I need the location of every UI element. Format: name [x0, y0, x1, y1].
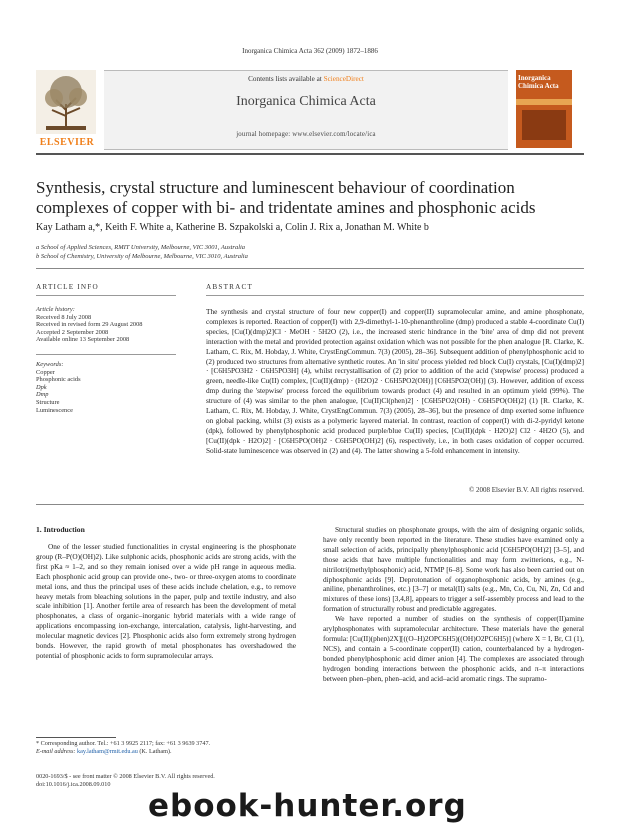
keyword-item: Dpk — [36, 383, 47, 391]
affiliation-a: a School of Applied Sciences, RMIT University, Melbourne, VIC 3001, Australia — [36, 244, 246, 251]
footnote-rule — [36, 737, 116, 738]
copyright-notice: © 2008 Elsevier B.V. All rights reserved. — [468, 486, 584, 494]
publisher-name: ELSEVIER — [39, 137, 95, 148]
article-title: Synthesis, crystal structure and luminescent behaviour of coordination complexes of copper with bi- and tridentate amines and phosphonic acids — [36, 178, 536, 217]
running-head: Inorganica Chimica Acta 362 (2009) 1872–1886 — [242, 47, 378, 55]
doi-line[interactable]: doi:10.1016/j.ica.2008.09.010 — [36, 781, 111, 788]
keywords-rule — [36, 354, 176, 355]
cover-stripe — [516, 99, 572, 105]
header-rule — [36, 153, 584, 155]
email-link[interactable]: kay.latham@rmit.edu.au — [77, 748, 138, 755]
keyword-item: Luminescence — [36, 406, 73, 414]
keywords-block — [36, 361, 186, 414]
history-revised: Received in revised form 29 August 2008 — [36, 321, 143, 329]
keyword-item: Structure — [36, 398, 60, 406]
keyword-item: Phosphonic acids — [36, 376, 81, 384]
cover-title: Inorganica Chimica Acta — [518, 74, 559, 90]
keyword-item: Dmp — [36, 391, 49, 399]
history-received: Received 8 July 2008 — [36, 313, 92, 321]
intro-paragraph-3: We have reported a number of studies on the synthesis of copper(II)amine arylphosphonates with supramolecular architecture. These materials have the general formula: [Cu(II)(phen)2X][((O–H)2OPC6H5)((OH)O2PC6H5)] (where X = I, Br, Cl (1), NCS), and contain a 5-coordinate copper(II) cation, counterbalanced by a hydrogen-bonded phenylphosphonic acid dimer anion [4]. The complexes are associated through hydrogen bonding interactions between the phosphonic acids, and π–π interactions between phen–phen, phen–acid, and acid–acid aromatic rings. The supramo- — [323, 614, 584, 683]
introduction-heading: 1. Introduction — [36, 525, 85, 534]
cover-image — [522, 110, 566, 140]
email-label: E-mail address: — [36, 748, 78, 755]
abstract-rule — [206, 295, 584, 296]
history-accepted: Accepted 2 September 2008 — [36, 328, 109, 336]
contents-line — [104, 75, 508, 83]
section-rule — [36, 268, 584, 269]
watermark-text: ebook-hunter.org — [148, 788, 467, 824]
issn-doi-block — [36, 773, 296, 789]
keywords-label: Keywords: — [36, 361, 64, 368]
abstract-bottom-rule — [36, 504, 584, 505]
contents-prefix: Contents lists available at — [248, 75, 324, 83]
email-note — [36, 748, 296, 756]
article-info-heading: ARTICLE INFO — [36, 283, 99, 291]
author-list: Kay Latham a,*, Keith F. White a, Katherine B. Szpakolski a, Colin J. Rix a, Jonathan M. White b — [36, 222, 429, 233]
corresponding-author-note: * Corresponding author. Tel.: +61 3 9925 2117; fax: +61 3 9639 3747. — [36, 740, 211, 747]
affiliation-b: b School of Chemistry, University of Melbourne, Melbourne, VIC 3010, Australia — [36, 253, 248, 260]
body-column-right — [323, 525, 584, 684]
article-info-rule — [36, 295, 176, 296]
email-suffix: (K. Latham). — [137, 748, 172, 755]
keyword-item: Copper — [36, 368, 55, 376]
article-history — [36, 306, 186, 344]
intro-paragraph-1: One of the lesser studied functionalities in crystal engineering is the phosphonate group (R–P(O)(OH)2). Like sulphonic acids, phosphonic acids are strong acids, with the first pKa ≈ 1–2, and so they remain ionised over a wide pH range in aqueous media. Each phosphonic acid group can provide one-, two- or three-oxygen atoms to coordinate metal ions, and thus the principal uses of these acids include chelation, e.g., to remove heavy metals from bleaching solutions in the paper, pulp and textile industry, and also scale inhibition [1]. Another fertile area of research has been the development of metal phosphonates, a class of organic–inorganic hybrid materials with a wide range of applications encompassing ion-exchange, intercalation, catalysis, light-harvesting, and molecular magnetic devices [2]. Phosphonic acids also form extremely strong hydrogen bonds. However, the rapid growth of metal phosphonates has overshadowed the potential of phosphonic acids to form supramolecular arrays. — [36, 542, 296, 660]
footnotes — [36, 740, 296, 756]
journal-title: Inorganica Chimica Acta — [236, 94, 376, 109]
abstract-text: The synthesis and crystal structure of four new copper(I) and copper(II) supramolecular amine, and amine phosphonate, complexes is reported. Reaction of copper(I) with 2,9-dimethyl-1-10-phenanthroline (dmp) produced a stable 4-coordinate Cu(I) species, [Cu(I)(dmp)2]Cl · MeOH · 5H2O (2), i.e., the increased steric hindrance in the 'bite' area of dmp did not prevent interaction with the metal and provided protection against oxidation which was not possible for the phen analogue [R. Clarke, K. Latham, C. Rix, M. Hobday, J. White, CrystEngCommun. 7(3) (2005), 28–36]. Subsequent addition of phenylphosphonic acid to (2) produced two structures from alternative synthetic routes. An 'in situ' process yielded red block Cu(I) crystals, [Cu(I)(dmp)2] · [C6H5PO3H2 · C6H5PO3H] (4), whilst recrystallisation of (2) prior to addition of the acid ('stepwise' process) produced a green, needle-like Cu(II) complex, [Cu(II)(dmp) · (H2O)2 · C6H5PO2(OH)] [C6H5PO2(OH)] (3). However, addition of excess dmp during the 'stepwise' process forced the equilibrium towards product (4) and resulted in an optimum yield (99%). The structure of (4) was similar to the phen analogue, [Cu(II)Cl(phen)2] · [C6H5PO2(OH) · C6H5PO(OH)2] (1) [R. Clarke, K. Latham, C. Rix, M. Hobday, J. White, CrystEngCommun. 7(3) (2005), 28–36], but the presence of dmp exerted some influence on global packing, whilst (3) exists as a polymeric layered material. In contrast, reaction of copper(I) with di-2-pyridyl ketone (dpk), followed by phenylphosphonic acid produced purple/blue Cu(II) species, [Cu(II)(dpk · H2O)2] Cl2 · 4H2O (5), and [Cu(II)(dpk · H2O)2] · [C6H5PO(OH)2 · C6H5PO(OH)2] (6), respectively, i.e., in both cases oxidation of copper occurred. Solid-state luminescence was observed in (2) and (4). The latter showing a 5-fold enhancement in intensity. — [206, 307, 584, 455]
journal-homepage[interactable]: journal homepage: www.elsevier.com/locate/ica — [236, 131, 376, 138]
abstract-heading: ABSTRACT — [206, 283, 254, 291]
intro-paragraph-2: Structural studies on phosphonate groups, with the aim of designing organic solids, have only recently been reported in the literature. These studies have examined only a small selection of acids, principally phenylphosphonic acid [C6H5PO(OH)2] [3–5], and those acids that have multiple functionalities and may form zwitterions, e.g., N-nitrilotri(methylphosphonic) acid, NTMP [6–8]. Some work has also been carried out on diphosphonic acids [9]. Deprotonation of organophosphonic acids, by amines (e.g., aniline, phenanthrolines, etc.) [3–7] or metal(II) salts (e.g., Mn, Co, Cu, Ni, Zn, Cd and mixtures of these ions) [3,4,8], appears to trigger a self-assembly process and lead to the formation of structurally robust and predictable aggregates. — [323, 525, 584, 614]
history-online: Available online 13 September 2008 — [36, 336, 130, 344]
history-label: Article history: — [36, 306, 75, 313]
sciencedirect-link[interactable]: ScienceDirect — [323, 75, 364, 83]
body-column-left — [36, 542, 296, 661]
issn-line: 0020-1693/$ - see front matter © 2008 Elsevier B.V. All rights reserved. — [36, 773, 215, 780]
